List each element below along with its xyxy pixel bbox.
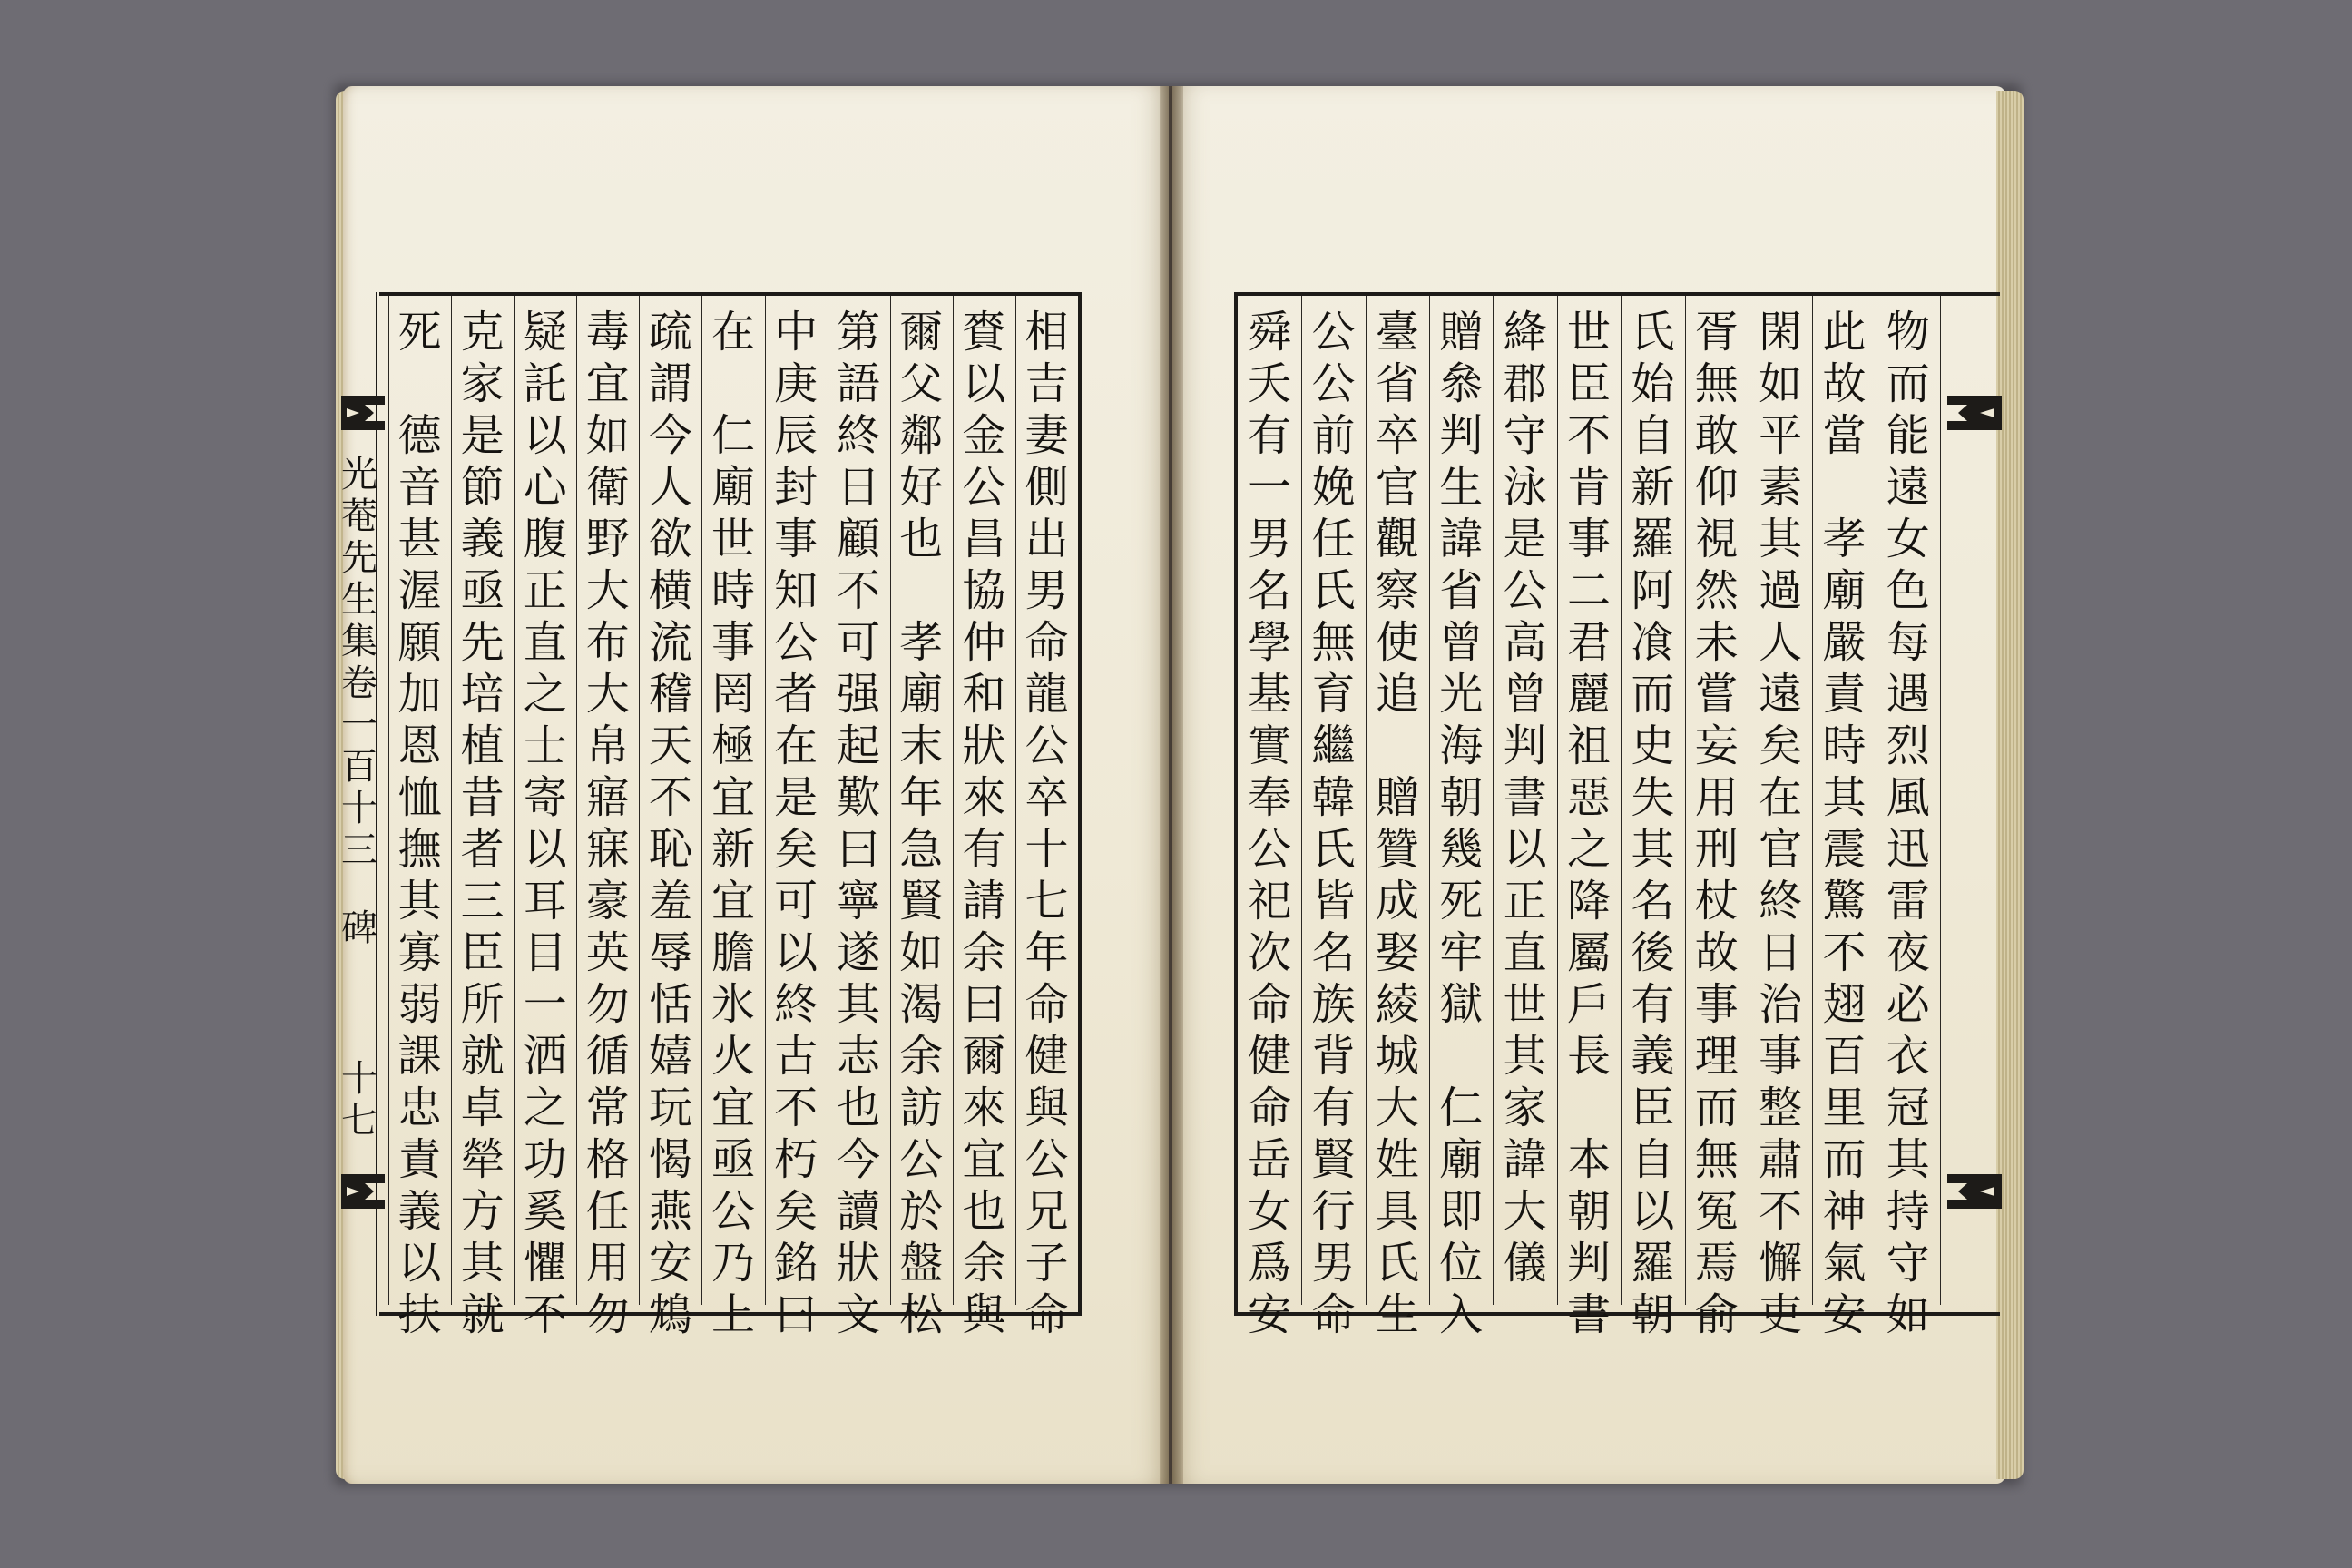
column-rule (451, 296, 452, 1305)
book-title: 光 菴 先 生 集 卷 一 百 十 三 (341, 454, 377, 871)
column-rule (1621, 296, 1622, 1305)
right-text-column: 舜 夭 有 一 男 名 學 基 實 奉 公 祀 次 命 健 命 岳 女 爲 安 (1248, 307, 1292, 1340)
right-fish-tail-top-icon (1942, 392, 2005, 434)
left-text-column: 疑 託 以 心 腹 正 直 之 士 寄 以 耳 目 一 洒 之 功 奚 懼 不 (523, 307, 567, 1340)
column-rule (701, 296, 702, 1305)
fish-tail-bottom-icon (338, 1171, 388, 1212)
column-rule (576, 296, 577, 1305)
right-text-column: 絳 郡 守 泳 是 公 高 曾 判 書 以 正 直 世 其 家 諱 大 儀 (1503, 307, 1547, 1289)
right-text-column: 臺 省 卒 官 觀 察 使 追 贈 贊 成 娶 綾 城 大 姓 具 氏 生 (1375, 307, 1419, 1340)
column-rule (639, 296, 640, 1305)
right-text-column: 氏 始 自 新 羅 阿 飡 而 史 失 其 名 後 有 義 臣 自 以 羅 朝 (1631, 307, 1675, 1340)
column-rule (1429, 296, 1430, 1305)
page-number: 十 七 (341, 1058, 377, 1142)
column-rule (1015, 296, 1016, 1305)
left-text-column: 在 仁 廟 世 時 事 罔 極 宜 新 宜 膽 氷 火 宜 亟 公 乃 上 (710, 307, 755, 1340)
column-rule (388, 296, 389, 1305)
column-rule (1301, 296, 1302, 1305)
column-rule (765, 296, 766, 1305)
fish-tail-top-icon (338, 392, 388, 434)
right-fish-tail-bottom-icon (1942, 1171, 2005, 1212)
column-rule (890, 296, 891, 1305)
column-rule (953, 296, 954, 1305)
column-rule (1366, 296, 1367, 1305)
column-rule (1685, 296, 1686, 1305)
page-label-column (336, 454, 383, 1142)
column-rule (1493, 296, 1494, 1305)
left-text-column: 毒 宜 如 衛 野 大 布 大 帛 寤 寐 豪 英 勿 循 常 格 任 用 勿 (585, 307, 630, 1340)
right-text-column: 此 故 當 孝 廟 嚴 責 時 其 震 驚 不 翅 百 里 而 神 氣 安 (1822, 307, 1867, 1340)
column-rule (1557, 296, 1558, 1305)
left-text-column: 死 德 音 甚 渥 願 加 恩 恤 撫 其 寡 弱 課 忠 責 義 以 扶 (397, 307, 442, 1340)
right-text-column: 胥 無 敢 仰 視 然 未 嘗 妄 用 刑 杖 故 事 理 而 無 冤 焉 俞 (1694, 307, 1739, 1340)
left-text-column: 賚 以 金 公 昌 協 仲 和 狀 來 有 請 余 曰 爾 來 宜 也 余 與 (962, 307, 1006, 1340)
right-text-column: 閑 如 平 素 其 過 人 遠 矣 在 官 終 日 治 事 整 肅 不 懈 吏 (1759, 307, 1803, 1340)
right-text-column: 物 而 能 遠 女 色 每 遇 烈 風 迅 雷 夜 必 衣 冠 其 持 守 如 (1886, 307, 1930, 1340)
right-text-column: 贈 叅 判 生 諱 省 曾 光 海 朝 幾 死 牢 獄 仁 廟 即 位 入 (1439, 307, 1484, 1340)
left-text-column: 第 語 終 日 顧 不 可 强 起 歎 曰 寧 遂 其 志 也 今 讀 狀 文 (837, 307, 881, 1340)
right-page-edge (1996, 91, 2024, 1479)
right-text-column: 公 公 前 娩 任 氏 無 育 繼 韓 氏 皆 名 族 背 有 賢 行 男 命 (1311, 307, 1356, 1340)
column-rule (1812, 296, 1813, 1305)
left-text-column: 克 家 是 節 義 亟 先 培 植 昔 者 三 臣 所 就 卓 犖 方 其 就 (460, 307, 505, 1340)
left-text-column: 中 庚 辰 封 事 知 公 者 在 是 矣 可 以 終 古 不 朽 矣 銘 曰 (774, 307, 818, 1340)
left-text-column: 相 吉 妻 側 出 男 命 龍 公 卒 十 七 年 命 健 與 公 兄 子 命 (1024, 307, 1069, 1340)
book-gutter (1160, 86, 1183, 1484)
left-text-column: 爾 父 鄰 好 也 孝 廟 末 年 急 賢 如 渴 余 訪 公 於 盤 松 (899, 307, 944, 1340)
right-text-column: 世 臣 不 肯 事 二 君 麗 祖 惡 之 降 屬 戶 長 本 朝 判 書 (1566, 307, 1611, 1340)
left-text-column: 疏 謂 今 人 欲 横 流 稽 天 不 恥 羞 辱 恬 嬉 玩 愒 燕 安 鴆 (648, 307, 692, 1340)
column-rule (1940, 296, 1941, 1305)
section-name: 碑 (341, 907, 377, 949)
